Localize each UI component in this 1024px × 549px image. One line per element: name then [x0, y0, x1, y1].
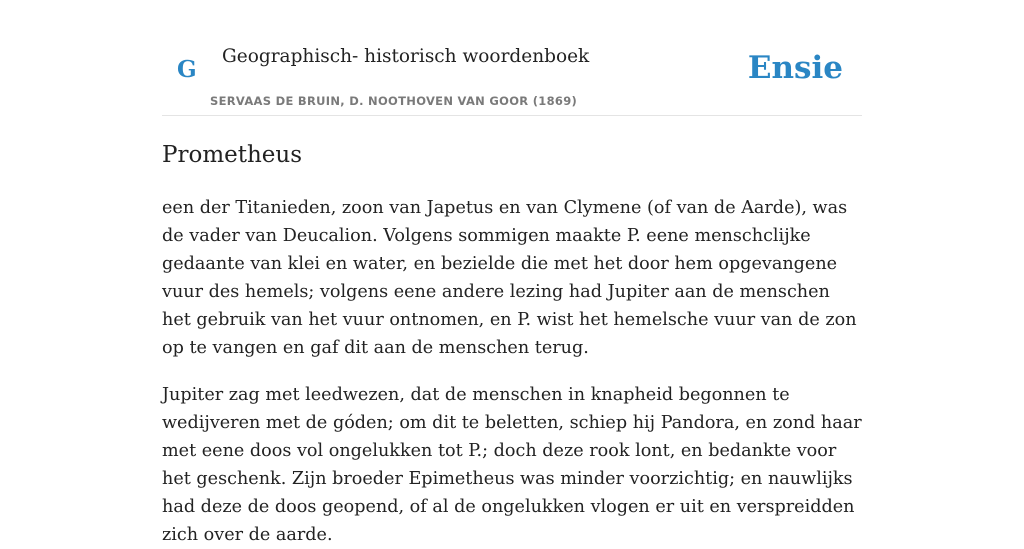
entry-paragraph: een der Titanieden, zoon van Japetus en van Clymene (of van de Aarde), was de vader van Deucalion. Volgens sommigen maakte P. eene menschclijke gedaante van klei en water, en bezielde die met het door hem opgevangene vuur des hemels; volgens eene andere lezing had Jupiter aan de menschen het gebruik van het vuur ontnomen, en P. wist het hemelsche vuur van de zon op te vangen en gaf dit aan de menschen terug.: [162, 198, 857, 358]
brand-logo[interactable]: Ensie: [747, 50, 843, 86]
site-header: [162, 0, 862, 116]
book-logo[interactable]: G: [177, 56, 197, 83]
page: [162, 0, 862, 549]
entry-title: Prometheus: [162, 142, 303, 168]
entry-paragraph: Jupiter zag met leedwezen, dat de menschen in knapheid begonnen te wedijveren met de góden; om dit te beletten, schiep hij Pandora, en zond haar met eene doos vol ongelukken tot P.; doch deze rook lont, en bedankte voor het geschenk. Zijn broeder Epimetheus was minder voorzichtig; en nauwlijks had deze de doos geopend, of al de ongelukken vlogen er uit en verspreidden zich over de aarde.: [162, 385, 862, 545]
entry-body: [162, 194, 862, 549]
book-title[interactable]: Geographisch- historisch woordenboek: [222, 46, 590, 67]
entry: [162, 140, 862, 549]
book-author: SERVAAS DE BRUIN, D. NOOTHOVEN VAN GOOR (1869): [210, 94, 578, 108]
